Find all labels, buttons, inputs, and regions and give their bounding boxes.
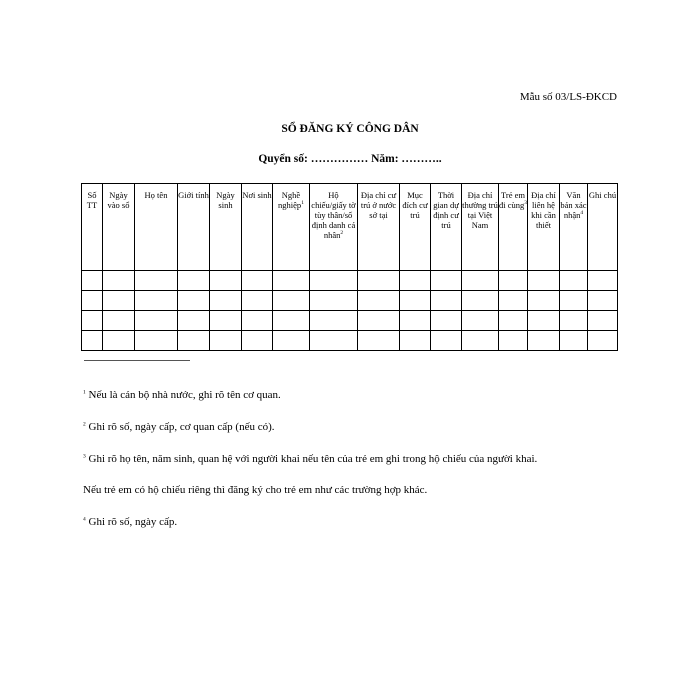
table-cell bbox=[210, 331, 242, 351]
table-cell bbox=[499, 311, 528, 331]
table-cell bbox=[273, 271, 310, 291]
table-cell bbox=[242, 291, 273, 311]
column-header bbox=[499, 184, 528, 271]
table-cell bbox=[178, 331, 210, 351]
table-row bbox=[82, 311, 618, 331]
column-header bbox=[560, 184, 588, 271]
footnote-number: 2 bbox=[83, 421, 86, 428]
table-cell bbox=[588, 271, 618, 291]
footnote-2 bbox=[83, 421, 275, 433]
column-header-label: Ngày vào sổ bbox=[107, 190, 130, 210]
table-cell bbox=[358, 291, 400, 311]
column-header bbox=[135, 184, 178, 271]
column-header-label: Địa chỉ thường trú tại Việt Nam bbox=[462, 190, 498, 230]
table-cell bbox=[588, 291, 618, 311]
footnote-text: Nếu trẻ em có hộ chiếu riêng thì đăng ký cho trẻ em như các trường hợp khác. bbox=[83, 484, 428, 496]
table-body bbox=[82, 271, 618, 351]
footnote-3 bbox=[83, 453, 537, 465]
column-header-label: Ngày sinh bbox=[216, 190, 235, 210]
table-cell bbox=[560, 291, 588, 311]
footnote-separator bbox=[84, 360, 190, 361]
footnote-ref: 1 bbox=[301, 200, 304, 207]
column-header-label: Trẻ em đi cùng bbox=[499, 190, 525, 210]
table-cell bbox=[82, 271, 103, 291]
table-cell bbox=[242, 331, 273, 351]
table-cell bbox=[358, 331, 400, 351]
table-cell bbox=[560, 271, 588, 291]
table-cell bbox=[210, 271, 242, 291]
footnote-text: Ghi rõ số, ngày cấp. bbox=[88, 516, 178, 528]
table-cell bbox=[103, 311, 135, 331]
column-header bbox=[400, 184, 431, 271]
column-header bbox=[358, 184, 400, 271]
table-cell bbox=[135, 271, 178, 291]
table-cell bbox=[400, 291, 431, 311]
table-cell bbox=[499, 331, 528, 351]
table-cell bbox=[210, 291, 242, 311]
table-cell bbox=[588, 311, 618, 331]
table-row bbox=[82, 331, 618, 351]
table-cell bbox=[462, 271, 499, 291]
table-cell bbox=[400, 331, 431, 351]
table-cell bbox=[560, 331, 588, 351]
table-cell bbox=[528, 311, 560, 331]
column-header bbox=[242, 184, 273, 271]
column-header-label: Địa chỉ cư trú ở nước sở tại bbox=[360, 190, 397, 220]
column-header-label: Địa chỉ liên hệ khi cần thiết bbox=[531, 190, 556, 230]
table-cell bbox=[210, 311, 242, 331]
form-code: Mẫu số 03/LS-ĐKCD bbox=[519, 91, 617, 103]
column-header-label: Nơi sinh bbox=[242, 190, 272, 200]
table-cell bbox=[135, 331, 178, 351]
column-header bbox=[431, 184, 462, 271]
table-cell bbox=[310, 331, 358, 351]
table-cell bbox=[431, 311, 462, 331]
column-header-label: Hộ chiếu/giấy tờ tùy thân/số định danh cá nhân bbox=[311, 190, 356, 240]
table-cell bbox=[431, 271, 462, 291]
table-cell bbox=[82, 291, 103, 311]
table-cell bbox=[400, 271, 431, 291]
table-cell bbox=[310, 291, 358, 311]
table-cell bbox=[499, 271, 528, 291]
table-cell bbox=[310, 311, 358, 331]
table-cell bbox=[103, 331, 135, 351]
table-cell bbox=[82, 331, 103, 351]
table-cell bbox=[273, 291, 310, 311]
column-header-label: Thời gian dự định cư trú bbox=[433, 190, 459, 230]
column-header bbox=[310, 184, 358, 271]
column-header-label: Văn bản xác nhận bbox=[560, 190, 587, 220]
table-cell bbox=[103, 271, 135, 291]
table-cell bbox=[178, 271, 210, 291]
column-header bbox=[210, 184, 242, 271]
column-header bbox=[588, 184, 618, 271]
column-header-label: Số TT bbox=[86, 190, 98, 210]
table-row bbox=[82, 271, 618, 291]
table-cell bbox=[462, 291, 499, 311]
footnote-4 bbox=[83, 516, 177, 528]
table-cell bbox=[462, 331, 499, 351]
table-cell bbox=[560, 311, 588, 331]
table-cell bbox=[528, 291, 560, 311]
table-cell bbox=[135, 291, 178, 311]
footnote-text: Ghi rõ họ tên, năm sinh, quan hệ với người khai nếu tên của trẻ em ghi trong hộ chiếu của người khai. bbox=[88, 453, 538, 465]
table-cell bbox=[462, 311, 499, 331]
table-cell bbox=[242, 311, 273, 331]
table-row bbox=[82, 291, 618, 311]
column-header bbox=[178, 184, 210, 271]
table-cell bbox=[273, 331, 310, 351]
document-title: SỔ ĐĂNG KÝ CÔNG DÂN bbox=[281, 123, 419, 135]
footnote-1 bbox=[83, 389, 281, 401]
table-cell bbox=[273, 311, 310, 331]
column-header-label: Mục đích cư trú bbox=[402, 190, 428, 220]
table-cell bbox=[588, 331, 618, 351]
register-table bbox=[81, 183, 618, 351]
table-cell bbox=[499, 291, 528, 311]
column-header-label: Nghề nghiệp bbox=[278, 190, 302, 210]
table-cell bbox=[358, 311, 400, 331]
table-cell bbox=[135, 311, 178, 331]
table-cell bbox=[431, 331, 462, 351]
footnote-text: Ghi rõ số, ngày cấp, cơ quan cấp (nếu có). bbox=[88, 421, 275, 433]
footnote-number: 3 bbox=[83, 453, 86, 460]
column-header bbox=[462, 184, 499, 271]
column-header bbox=[273, 184, 310, 271]
column-header-label: Ghi chú bbox=[588, 190, 617, 200]
table-cell bbox=[528, 331, 560, 351]
table-cell bbox=[528, 271, 560, 291]
footnote-3-continued bbox=[83, 484, 427, 496]
footnote-ref: 2 bbox=[340, 230, 344, 237]
table-cell bbox=[178, 291, 210, 311]
document-subtitle: Quyển số: …………… Năm: ……….. bbox=[258, 153, 442, 165]
header-row bbox=[82, 184, 618, 271]
table-cell bbox=[310, 271, 358, 291]
table-cell bbox=[358, 271, 400, 291]
column-header bbox=[82, 184, 103, 271]
column-header bbox=[103, 184, 135, 271]
footnote-text: Nếu là cán bộ nhà nước, ghi rõ tên cơ quan. bbox=[88, 389, 281, 401]
table-cell bbox=[400, 311, 431, 331]
table-cell bbox=[178, 311, 210, 331]
column-header-label: Họ tên bbox=[144, 190, 168, 200]
table-cell bbox=[242, 271, 273, 291]
table-cell bbox=[103, 291, 135, 311]
footnote-number: 1 bbox=[83, 389, 86, 396]
column-header-label: Giới tính bbox=[178, 190, 209, 200]
footnote-number: 4 bbox=[83, 516, 86, 523]
column-header bbox=[528, 184, 560, 271]
footnote-ref: 3 bbox=[524, 200, 528, 207]
table-cell bbox=[431, 291, 462, 311]
table-cell bbox=[82, 311, 103, 331]
footnote-ref: 4 bbox=[580, 210, 584, 217]
